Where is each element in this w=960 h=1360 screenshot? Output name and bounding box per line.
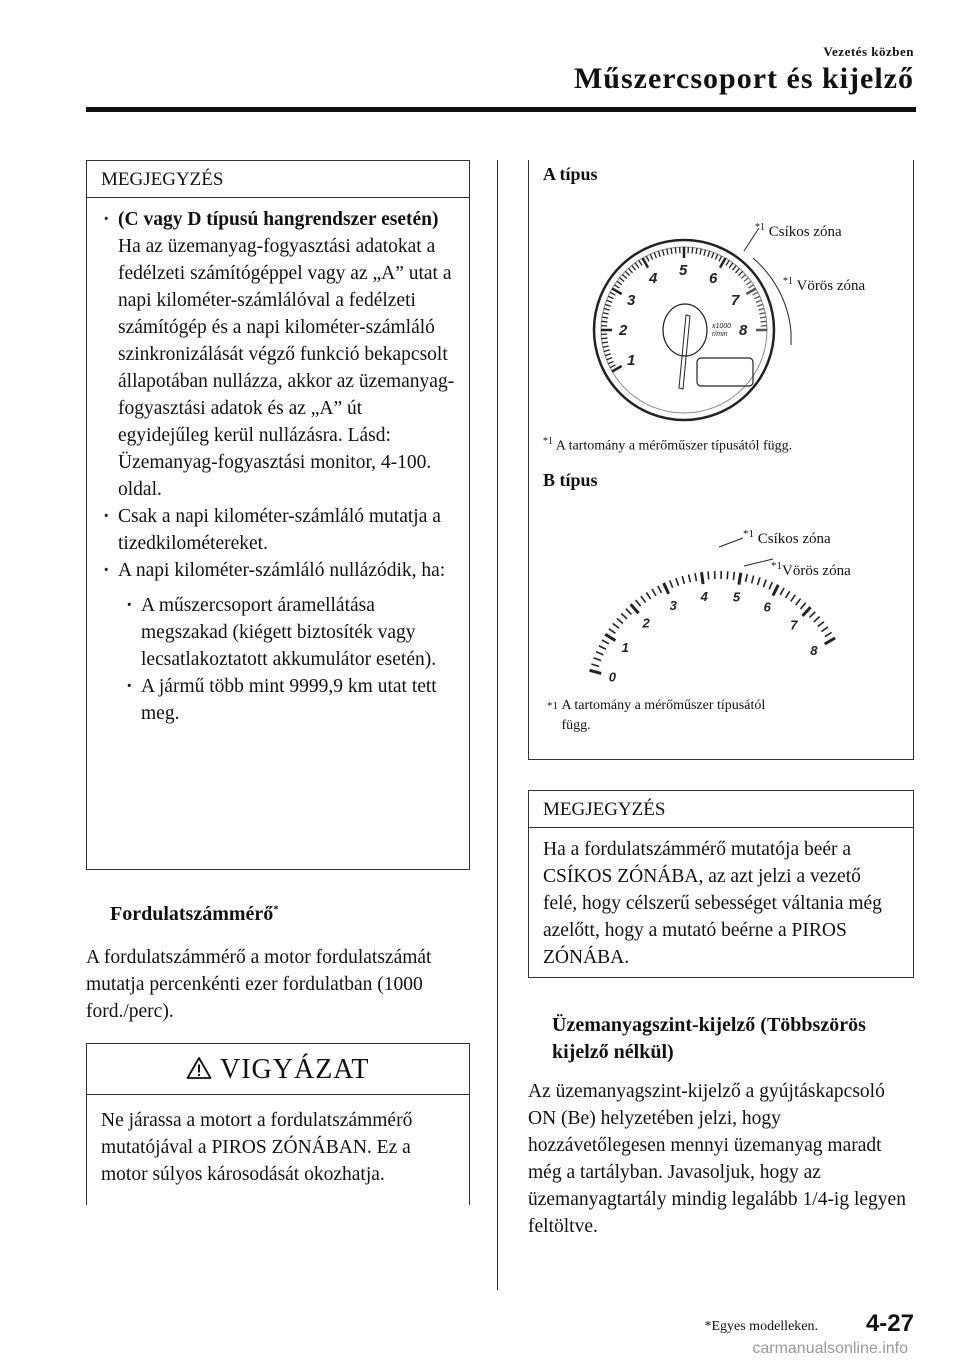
gauge-tick: [825, 638, 835, 644]
gauge-tick: [625, 271, 629, 275]
gauge-tick: [739, 573, 741, 585]
red-zone-callout: [771, 560, 851, 580]
gauge-tick: [814, 617, 820, 622]
gauge-tick: [601, 338, 607, 339]
gauge-tick: [756, 300, 762, 302]
footnote-mark: *1: [743, 528, 754, 540]
gauge-tick: [622, 274, 626, 278]
tachometer-b-illustration: [529, 500, 915, 700]
note-box-1: [86, 160, 470, 870]
tacho-heading-text: Fordulatszámmérő: [110, 903, 274, 925]
gauge-tick: [675, 247, 676, 253]
gauge-tick: [602, 342, 608, 343]
gauge-tick: [704, 250, 706, 256]
caution-text: Ne járassa a motort a fordulatszámmérő mutatójával a PIROS ZÓNÁBAN. Ez a motor súlyos károsodását okozhatja.: [101, 1110, 413, 1185]
gauge-tick: [643, 258, 649, 268]
gauge-tick: [773, 585, 778, 596]
gauge-tick: [676, 578, 679, 586]
gauge-tick: [741, 274, 745, 278]
fuel-heading: Üzemanyagszint-kijelző (Többszörös kijelző nélkül): [552, 1014, 866, 1063]
gauge-tick: [746, 281, 751, 285]
caution-title: VIGYÁZAT: [219, 1054, 370, 1085]
gauge-tick: [591, 664, 599, 666]
gauge-tick: [769, 582, 772, 589]
gauge-tick: [695, 573, 696, 581]
gauge-tick: [744, 278, 749, 282]
gauge-tick: [761, 321, 767, 322]
gauge-tick: [702, 572, 704, 584]
dial-number: 2: [619, 322, 628, 339]
section-label: Vezetés közben: [823, 44, 914, 59]
gauge-tick: [608, 296, 613, 298]
gauge-tick: [605, 634, 615, 640]
gauge-tick: [758, 577, 760, 585]
note-subitem: · A jármű több mint 9999,9 km utat tett meg.: [101, 673, 455, 727]
gauge-tick: [758, 309, 764, 311]
gauge-tick: [604, 350, 610, 352]
note-title: MEGJEGYZÉS: [87, 161, 469, 198]
gauge-tick: [626, 609, 632, 615]
gauge-tick: [746, 574, 748, 582]
page-title: Műszercsoport és kijelző: [573, 62, 914, 95]
note-subitem: · A műszercsoport áramellátása megszakad (kiégett biztosíték vagy lecsatlakoztatott akkumulátor esetén).: [101, 592, 455, 673]
gauge-tick: [605, 354, 611, 356]
gauge-tick: [617, 281, 622, 285]
footnote-mark: *1: [543, 436, 553, 447]
footnote-a: [543, 436, 792, 455]
gauge-tick: [802, 607, 810, 616]
gauge-tick: [708, 571, 709, 579]
page-number: 4-27: [865, 1310, 914, 1337]
footnote-b: [547, 696, 792, 736]
footnote-mark: *1: [783, 276, 793, 287]
gauge-tick: [689, 575, 691, 583]
striped-zone-callout: [743, 528, 831, 548]
gauge-tick: [700, 249, 701, 255]
gauge-tick: [821, 627, 828, 632]
note-box-2: [528, 790, 914, 978]
type-a-label: A típus: [543, 164, 598, 184]
gauge-tick: [601, 321, 607, 322]
gauge-tick: [608, 361, 613, 363]
gauge-tick: [610, 365, 615, 368]
gauge-tick: [720, 258, 726, 268]
tacho-text: A fordulatszámmérő a motor fordulatszámát mutatja percenkénti ezer fordulatban (1000 ford./perc).: [86, 947, 432, 1022]
gauge-tick: [726, 260, 729, 265]
gauge-tick: [636, 600, 641, 606]
dial-number: 1: [621, 639, 629, 655]
fuel-text: Az üzemanyagszint-kijelző a gyújtáskapcsoló ON (Be) helyzetében jelzi, hogy hozzávetőlegesen mennyi üzemanyag maradt még a tartályban. Javasoljuk, hogy az üzemanyagtartály mindig legalább 1/4-ig legyen feltöltve.: [528, 1081, 906, 1237]
note-item: · A napi kilométer-számláló nullázódik, ha:: [101, 557, 455, 584]
gauge-tick: [791, 595, 796, 602]
gauge-tick: [599, 646, 606, 650]
watermark: carmanualsonline.info: [752, 1340, 908, 1357]
tachometer-a-illustration: [529, 160, 915, 430]
dial-number: 8: [810, 643, 818, 658]
gauge-tick: [594, 658, 601, 661]
gauge-tick: [727, 571, 728, 579]
gauge-tick: [605, 304, 611, 306]
note-title: MEGJEGYZÉS: [529, 791, 913, 828]
dial-number: 1: [627, 352, 636, 369]
gauge-tick: [632, 265, 636, 270]
type-b-label: B típus: [543, 470, 598, 490]
gauge-tick: [602, 640, 609, 644]
dial-number: 2: [642, 615, 650, 631]
gauge-tick: [732, 265, 736, 270]
note-body: Ha a fordulatszámmérő mutatója beér a CSÍKOS ZÓNÁBA, az azt jelzi a vezető felé, hogy célszerű sebességet váltania még azelőtt, hogy a mutató beérne a PIROS ZÓNÁBA.: [543, 839, 882, 968]
tachometer-b-numbers: [609, 589, 819, 685]
dial-number: 5: [732, 589, 741, 605]
gauge-tick: [760, 317, 766, 318]
header-rule: [86, 107, 916, 112]
tacho-heading: [110, 903, 279, 926]
gauge-tick: [635, 263, 639, 268]
dial-number: 7: [730, 292, 740, 309]
gauge-tick: [604, 309, 610, 311]
gauge-tick: [759, 313, 765, 314]
dial-number: 6: [709, 270, 718, 288]
note-item-text: Ha az üzemanyag-fogyasztási adatokat a fedélzeti számítógéppel vagy az „A” utat a napi kilométer-számlálóval a fedélzeti számítógép és a napi kilométer-számláló szinkronizálását végző funkció bekapcsolt állapotában nullázza, akkor az üzemanyag-fogyasztási adatok és az „A” út egyidejűleg kerül nullázásra. Lásd: Üzemanyag-fogyasztási monitor, 4-100. oldal.: [118, 236, 455, 500]
gauge-tick: [786, 591, 790, 598]
striped-zone-label: Csíkos zóna: [757, 531, 831, 547]
gauge-tick: [664, 583, 669, 594]
gauge-tick: [621, 613, 627, 618]
gauge-tick: [603, 346, 609, 347]
tachometer-a-display: [697, 358, 753, 386]
dial-number: 7: [790, 617, 798, 633]
gauge-tick: [614, 285, 619, 288]
gauge-tick: [746, 289, 756, 295]
gauge-tick: [641, 596, 646, 603]
gauge-tick: [663, 250, 665, 256]
gauge-unit: x1000: [712, 323, 732, 330]
gauge-tick: [757, 304, 763, 306]
gauge-tick: [658, 586, 662, 593]
gauge-tick: [609, 629, 616, 634]
gauge-tick: [733, 572, 734, 580]
gauge-tick: [639, 260, 642, 265]
gauge-tick: [719, 256, 722, 261]
footnote-mark: *1: [771, 560, 782, 572]
caution-box: [86, 1043, 470, 1205]
gauge-tick: [610, 292, 615, 295]
tacho-heading-mark: *: [273, 903, 279, 916]
red-zone-callout: [783, 276, 865, 295]
gauge-tick: [715, 254, 717, 259]
gauge-tick: [646, 256, 649, 261]
red-zone-label: Vörös zóna: [796, 278, 866, 294]
dial-number: 3: [669, 597, 677, 613]
gauge-tick: [671, 248, 672, 254]
dial-number: 4: [700, 588, 708, 604]
gauge-tick: [612, 366, 622, 372]
gauge-tick: [818, 622, 824, 627]
gauge-tick: [696, 248, 697, 254]
gauge-tick: [780, 588, 784, 595]
caution-header: [87, 1044, 469, 1095]
footer-note: *Egyes modelleken.: [704, 1319, 818, 1334]
gauge-tick: [749, 285, 754, 288]
gauge-tick: [796, 599, 801, 605]
tachometer-b-ticks: [590, 571, 835, 673]
striped-zone-callout: [755, 222, 842, 241]
dial-number: 6: [763, 599, 771, 615]
gauge-tick: [682, 576, 684, 584]
gauge-tick: [825, 632, 832, 636]
gauge-tick: [754, 296, 759, 298]
gauge-tick: [654, 253, 656, 259]
footnote-b-text: A tartomány a mérőműszer típusától függ.: [561, 698, 766, 733]
gauge-tick: [670, 580, 673, 587]
gauge-tick: [607, 300, 613, 302]
gauge-tick: [752, 576, 754, 584]
tachometer-a-numbers: [618, 262, 748, 369]
gauge-tick: [617, 618, 623, 623]
tachometer-a-needle: [663, 304, 707, 389]
footnote-mark: *1: [547, 700, 558, 712]
dial-number: 5: [679, 262, 688, 279]
gauge-tick: [667, 249, 668, 255]
gauge-tick: [602, 317, 608, 318]
gauge-tick: [729, 263, 733, 268]
footnote-mark: *1: [755, 222, 765, 233]
gauge-tick: [596, 652, 603, 655]
gauge-tick: [652, 589, 656, 596]
dial-number: 4: [649, 270, 658, 288]
gauge-tick: [650, 254, 652, 259]
gauge-tick: [738, 271, 742, 275]
warning-triangle-icon: [186, 1056, 212, 1080]
gauge-tick: [763, 580, 766, 587]
gauge-tick: [810, 612, 816, 618]
gauge-tick: [590, 670, 602, 673]
gauge-tick: [603, 313, 609, 314]
footnote-a-text: A tartomány a mérőműszer típusától függ.: [555, 438, 793, 454]
gauge-tick: [613, 623, 619, 628]
gauge-tick: [658, 251, 660, 257]
note-body: [87, 198, 469, 735]
note-item: · Csak a napi kilométer-számláló mutatja a tizedkilométereket.: [101, 503, 455, 557]
gauge-tick: [646, 592, 650, 599]
gauge-tick: [692, 247, 693, 253]
striped-zone-label: Csíkos zóna: [768, 224, 842, 240]
dial-number: 3: [627, 292, 636, 309]
column-divider: [497, 160, 498, 1290]
gauge-tick: [619, 278, 624, 282]
gauge-unit: r/min: [712, 331, 728, 338]
tachometer-figure: [528, 160, 914, 760]
gauge-tick: [712, 253, 714, 259]
gauge-tick: [801, 603, 806, 609]
gauge-tick: [736, 268, 740, 272]
gauge-tick: [612, 289, 622, 295]
note-item: [101, 206, 455, 503]
gauge-tick: [607, 358, 613, 360]
red-zone-label: Vörös zóna: [782, 563, 851, 579]
gauge-tick: [628, 268, 632, 272]
gauge-tick: [753, 292, 758, 295]
note-item-heading: · (C vagy D típusú hangrendszer esetén): [118, 209, 439, 230]
gauge-tick: [708, 251, 710, 257]
dial-number: 8: [739, 322, 748, 339]
gauge-tick: [631, 604, 639, 613]
dial-number: 0: [608, 669, 616, 685]
